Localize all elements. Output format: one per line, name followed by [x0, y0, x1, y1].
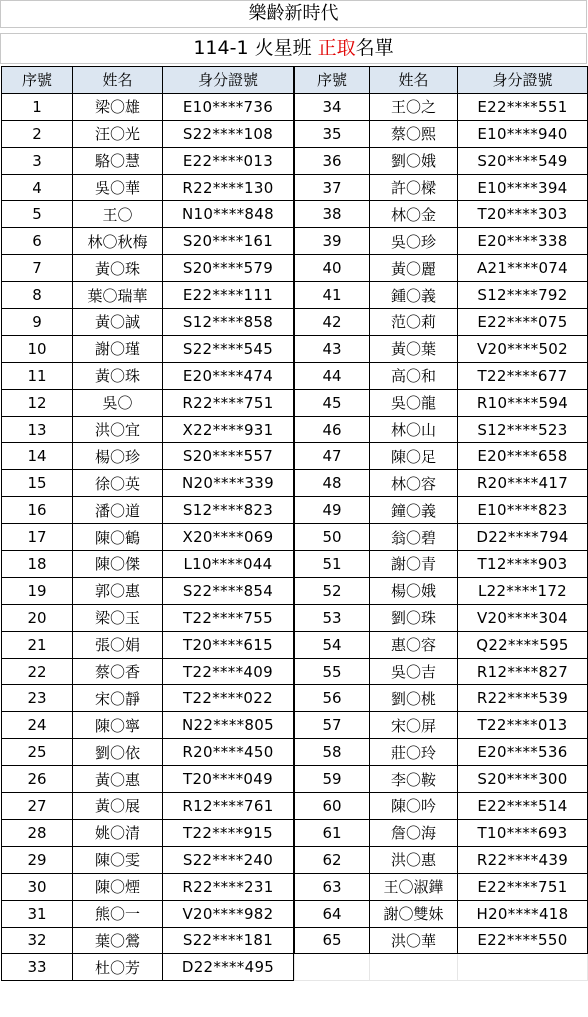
cell-id: T20****303: [458, 201, 588, 228]
cell-name: 郭〇惠: [73, 577, 163, 604]
cell-name: 陳〇煙: [73, 873, 163, 900]
cell-number: 42: [295, 309, 370, 336]
cell-name: 林〇容: [370, 470, 458, 497]
cell-id: S22****545: [163, 335, 294, 362]
cell-name: 李〇鞍: [370, 766, 458, 793]
cell-number: 2: [2, 120, 73, 147]
col-header-number: 序號: [2, 67, 73, 94]
table-row: [295, 631, 588, 658]
list-title-suffix: 名單: [355, 37, 394, 59]
cell-name: 洪〇華: [370, 927, 458, 954]
table-row: [295, 93, 588, 120]
cell-id: S20****300: [458, 766, 588, 793]
cell-number: 5: [2, 201, 73, 228]
table-row: [2, 793, 294, 820]
cell-name: 宋〇靜: [73, 685, 163, 712]
cell-number: 18: [2, 551, 73, 578]
cell-id: R20****450: [163, 739, 294, 766]
cell-id: N10****848: [163, 201, 294, 228]
table-row: [2, 174, 294, 201]
cell-number: 65: [295, 927, 370, 954]
cell-id: X22****931: [163, 416, 294, 443]
cell-id: S20****549: [458, 147, 588, 174]
cell-number: 28: [2, 819, 73, 846]
empty-cell: [295, 954, 370, 981]
table-row: [2, 335, 294, 362]
cell-name: 黃〇惠: [73, 766, 163, 793]
list-title-prefix: 114-1 火星班: [193, 37, 318, 59]
cell-name: 黃〇誠: [73, 309, 163, 336]
cell-name: 吳〇: [73, 389, 163, 416]
cell-number: 33: [2, 954, 73, 981]
cell-number: 15: [2, 470, 73, 497]
cell-number: 20: [2, 604, 73, 631]
cell-name: 陳〇雯: [73, 846, 163, 873]
col-header-id: 身分證號: [163, 67, 294, 94]
table-row: [295, 443, 588, 470]
cell-name: 吳〇珍: [370, 228, 458, 255]
cell-number: 44: [295, 362, 370, 389]
cell-name: 陳〇寧: [73, 712, 163, 739]
cell-name: 鍾〇義: [370, 282, 458, 309]
table-row: [295, 470, 588, 497]
cell-number: 13: [2, 416, 73, 443]
cell-number: 11: [2, 362, 73, 389]
cell-name: 徐〇英: [73, 470, 163, 497]
table-row: [295, 120, 588, 147]
cell-number: 1: [2, 93, 73, 120]
cell-number: 40: [295, 255, 370, 282]
cell-number: 57: [295, 712, 370, 739]
cell-name: 洪〇宜: [73, 416, 163, 443]
table-row: [2, 873, 294, 900]
table-row: [2, 712, 294, 739]
cell-name: 蔡〇熙: [370, 120, 458, 147]
cell-id: R10****594: [458, 389, 588, 416]
cell-name: 劉〇珠: [370, 604, 458, 631]
cell-name: 蔡〇香: [73, 658, 163, 685]
col-header-name: 姓名: [370, 67, 458, 94]
cell-name: 惠〇容: [370, 631, 458, 658]
cell-name: 楊〇珍: [73, 443, 163, 470]
cell-id: T22****409: [163, 658, 294, 685]
cell-name: 范〇莉: [370, 309, 458, 336]
table-row: [295, 335, 588, 362]
cell-id: T22****915: [163, 819, 294, 846]
cell-number: 7: [2, 255, 73, 282]
cell-number: 36: [295, 147, 370, 174]
cell-number: 43: [295, 335, 370, 362]
cell-name: 汪〇光: [73, 120, 163, 147]
cell-name: 黃〇珠: [73, 362, 163, 389]
cell-id: R20****417: [458, 470, 588, 497]
cell-number: 51: [295, 551, 370, 578]
cell-number: 17: [2, 524, 73, 551]
org-title-text: 樂齡新時代: [248, 3, 339, 24]
table-row: [2, 389, 294, 416]
table-header-row: [2, 67, 294, 94]
cell-id: E10****394: [458, 174, 588, 201]
table-row: [295, 551, 588, 578]
table-row: [295, 309, 588, 336]
cell-number: 38: [295, 201, 370, 228]
cell-name: 王〇淑鏵: [370, 873, 458, 900]
cell-id: S22****854: [163, 577, 294, 604]
cell-id: S20****579: [163, 255, 294, 282]
cell-number: 52: [295, 577, 370, 604]
cell-number: 61: [295, 819, 370, 846]
cell-id: T22****022: [163, 685, 294, 712]
cell-number: 47: [295, 443, 370, 470]
cell-id: T20****049: [163, 766, 294, 793]
cell-id: R22****130: [163, 174, 294, 201]
cell-number: 9: [2, 309, 73, 336]
cell-id: E22****551: [458, 93, 588, 120]
cell-name: 姚〇清: [73, 819, 163, 846]
cell-name: 潘〇道: [73, 497, 163, 524]
table-row: [295, 873, 588, 900]
cell-name: 劉〇依: [73, 739, 163, 766]
cell-number: 39: [295, 228, 370, 255]
cell-number: 21: [2, 631, 73, 658]
cell-name: 黃〇葉: [370, 335, 458, 362]
table-row: [2, 631, 294, 658]
cell-name: 翁〇碧: [370, 524, 458, 551]
table-row: [295, 389, 588, 416]
table-row: [2, 846, 294, 873]
cell-number: 6: [2, 228, 73, 255]
cell-name: 陳〇鶴: [73, 524, 163, 551]
cell-id: T22****677: [458, 362, 588, 389]
cell-number: 32: [2, 927, 73, 954]
cell-id: D22****495: [163, 954, 294, 981]
cell-name: 王〇之: [370, 93, 458, 120]
cell-number: 22: [2, 658, 73, 685]
cell-number: 54: [295, 631, 370, 658]
table-row: [2, 497, 294, 524]
cell-id: E22****514: [458, 793, 588, 820]
cell-number: 41: [295, 282, 370, 309]
table-row: [295, 577, 588, 604]
cell-number: 26: [2, 766, 73, 793]
cell-id: V20****502: [458, 335, 588, 362]
cell-id: R12****761: [163, 793, 294, 820]
cell-name: 謝〇瑾: [73, 335, 163, 362]
list-title: [0, 33, 587, 64]
table-row: [2, 362, 294, 389]
cell-id: E22****111: [163, 282, 294, 309]
table-row: [295, 739, 588, 766]
cell-id: T12****903: [458, 551, 588, 578]
table-row: [2, 309, 294, 336]
cell-name: 劉〇桃: [370, 685, 458, 712]
table-row: [2, 147, 294, 174]
cell-name: 高〇和: [370, 362, 458, 389]
cell-number: 49: [295, 497, 370, 524]
cell-name: 陳〇吟: [370, 793, 458, 820]
cell-id: E20****658: [458, 443, 588, 470]
table-row: [295, 228, 588, 255]
table-row: [295, 846, 588, 873]
cell-name: 熊〇一: [73, 900, 163, 927]
cell-number: 19: [2, 577, 73, 604]
cell-id: E20****536: [458, 739, 588, 766]
cell-number: 50: [295, 524, 370, 551]
cell-id: N22****805: [163, 712, 294, 739]
cell-name: 鐘〇義: [370, 497, 458, 524]
cell-id: T10****693: [458, 819, 588, 846]
cell-id: E22****013: [163, 147, 294, 174]
cell-name: 陳〇傑: [73, 551, 163, 578]
table-row: [295, 658, 588, 685]
table-row: [2, 282, 294, 309]
table-header-row: [295, 67, 588, 94]
cell-number: 10: [2, 335, 73, 362]
cell-number: 53: [295, 604, 370, 631]
cell-id: V20****982: [163, 900, 294, 927]
table-row: [295, 819, 588, 846]
cell-name: 劉〇娥: [370, 147, 458, 174]
cell-id: S12****823: [163, 497, 294, 524]
cell-id: N20****339: [163, 470, 294, 497]
table-row: [2, 954, 294, 981]
cell-id: Q22****595: [458, 631, 588, 658]
cell-id: E22****075: [458, 309, 588, 336]
cell-name: 林〇金: [370, 201, 458, 228]
cell-id: H20****418: [458, 900, 588, 927]
cell-number: 45: [295, 389, 370, 416]
cell-number: 48: [295, 470, 370, 497]
table-row: [2, 604, 294, 631]
cell-name: 楊〇娥: [370, 577, 458, 604]
cell-number: 64: [295, 900, 370, 927]
cell-name: 王〇: [73, 201, 163, 228]
table-row: [2, 201, 294, 228]
cell-name: 黃〇珠: [73, 255, 163, 282]
table-row: [295, 416, 588, 443]
cell-id: E22****751: [458, 873, 588, 900]
table-row: [2, 228, 294, 255]
cell-number: 24: [2, 712, 73, 739]
table-row: [295, 362, 588, 389]
cell-id: E10****736: [163, 93, 294, 120]
cell-id: E10****823: [458, 497, 588, 524]
table-row: [2, 577, 294, 604]
cell-name: 吳〇吉: [370, 658, 458, 685]
cell-number: 16: [2, 497, 73, 524]
cell-id: E20****474: [163, 362, 294, 389]
table-row: [295, 900, 588, 927]
cell-number: 60: [295, 793, 370, 820]
empty-cell: [370, 954, 458, 981]
table-row: [2, 551, 294, 578]
cell-id: S22****108: [163, 120, 294, 147]
cell-id: E22****550: [458, 927, 588, 954]
cell-number: 4: [2, 174, 73, 201]
table-row: [295, 201, 588, 228]
table-row: [2, 470, 294, 497]
cell-number: 25: [2, 739, 73, 766]
cell-name: 許〇樑: [370, 174, 458, 201]
cell-id: X20****069: [163, 524, 294, 551]
cell-name: 張〇娟: [73, 631, 163, 658]
table-row: [295, 793, 588, 820]
org-title: [0, 0, 587, 28]
cell-id: V20****304: [458, 604, 588, 631]
cell-id: S20****161: [163, 228, 294, 255]
cell-id: S22****181: [163, 927, 294, 954]
table-row: [2, 416, 294, 443]
cell-id: T22****755: [163, 604, 294, 631]
cell-number: 35: [295, 120, 370, 147]
table-row: [2, 120, 294, 147]
cell-number: 37: [295, 174, 370, 201]
cell-name: 吳〇龍: [370, 389, 458, 416]
cell-name: 葉〇瑞華: [73, 282, 163, 309]
empty-cell: [458, 954, 588, 981]
cell-number: 58: [295, 739, 370, 766]
table-row: [2, 900, 294, 927]
cell-id: S12****523: [458, 416, 588, 443]
cell-id: T22****013: [458, 712, 588, 739]
cell-number: 12: [2, 389, 73, 416]
cell-id: R22****539: [458, 685, 588, 712]
table-row: [2, 255, 294, 282]
cell-id: A21****074: [458, 255, 588, 282]
cell-name: 葉〇鶯: [73, 927, 163, 954]
roster-table-left: [1, 66, 294, 981]
cell-id: S20****557: [163, 443, 294, 470]
cell-number: 62: [295, 846, 370, 873]
table-row: [295, 766, 588, 793]
cell-number: 59: [295, 766, 370, 793]
cell-name: 詹〇海: [370, 819, 458, 846]
cell-id: D22****794: [458, 524, 588, 551]
col-header-name: 姓名: [73, 67, 163, 94]
table-row: [2, 93, 294, 120]
cell-id: S12****792: [458, 282, 588, 309]
col-header-id: 身分證號: [458, 67, 588, 94]
cell-name: 宋〇屏: [370, 712, 458, 739]
table-row: [295, 927, 588, 954]
table-row: [295, 174, 588, 201]
cell-id: T20****615: [163, 631, 294, 658]
cell-name: 謝〇青: [370, 551, 458, 578]
cell-id: R22****751: [163, 389, 294, 416]
cell-name: 陳〇足: [370, 443, 458, 470]
cell-name: 梁〇玉: [73, 604, 163, 631]
cell-name: 黃〇麗: [370, 255, 458, 282]
table-row: [295, 685, 588, 712]
cell-name: 洪〇惠: [370, 846, 458, 873]
cell-id: R22****439: [458, 846, 588, 873]
cell-id: R22****231: [163, 873, 294, 900]
cell-number: 30: [2, 873, 73, 900]
cell-id: S12****858: [163, 309, 294, 336]
cell-name: 吳〇華: [73, 174, 163, 201]
cell-number: 3: [2, 147, 73, 174]
cell-number: 29: [2, 846, 73, 873]
table-row: [295, 147, 588, 174]
cell-number: 63: [295, 873, 370, 900]
cell-id: L10****044: [163, 551, 294, 578]
table-row: [295, 497, 588, 524]
roster-table-right: [294, 66, 588, 981]
table-row: [295, 255, 588, 282]
table-row: [2, 766, 294, 793]
cell-number: 55: [295, 658, 370, 685]
table-row: [295, 524, 588, 551]
cell-number: 31: [2, 900, 73, 927]
table-row: [2, 658, 294, 685]
table-row: [2, 739, 294, 766]
cell-number: 46: [295, 416, 370, 443]
cell-name: 黃〇展: [73, 793, 163, 820]
cell-id: E10****940: [458, 120, 588, 147]
cell-name: 莊〇玲: [370, 739, 458, 766]
col-header-number: 序號: [295, 67, 370, 94]
cell-name: 梁〇雄: [73, 93, 163, 120]
cell-id: L22****172: [458, 577, 588, 604]
table-row: [2, 927, 294, 954]
table-row: [2, 685, 294, 712]
table-row: [295, 604, 588, 631]
table-row: [2, 524, 294, 551]
cell-number: 34: [295, 93, 370, 120]
cell-number: 14: [2, 443, 73, 470]
table-row: [295, 282, 588, 309]
cell-number: 8: [2, 282, 73, 309]
cell-number: 56: [295, 685, 370, 712]
cell-name: 駱〇慧: [73, 147, 163, 174]
table-row: [2, 443, 294, 470]
cell-number: 27: [2, 793, 73, 820]
table-row: [295, 712, 588, 739]
empty-row: [295, 954, 588, 981]
cell-name: 杜〇芳: [73, 954, 163, 981]
cell-name: 謝〇雙妹: [370, 900, 458, 927]
table-row: [2, 819, 294, 846]
cell-id: S22****240: [163, 846, 294, 873]
cell-id: R12****827: [458, 658, 588, 685]
cell-name: 林〇秋梅: [73, 228, 163, 255]
list-title-highlight: 正取: [317, 37, 356, 59]
cell-id: E20****338: [458, 228, 588, 255]
cell-number: 23: [2, 685, 73, 712]
cell-name: 林〇山: [370, 416, 458, 443]
